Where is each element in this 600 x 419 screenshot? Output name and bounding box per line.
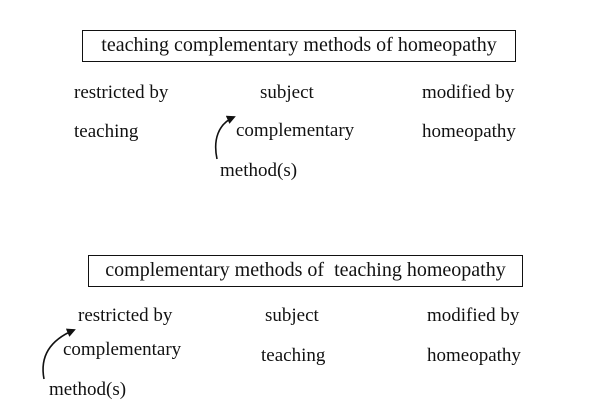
diagram-2-header-subject: subject <box>265 305 319 326</box>
diagram-2-header-restricted-by: restricted by <box>78 305 173 326</box>
diagram-2-value-teaching: teaching <box>261 345 326 366</box>
diagram-1-value-teaching: teaching <box>74 121 139 142</box>
diagram-2-root-methods: method(s) <box>49 379 127 400</box>
diagram-2-header-modified-by: modified by <box>427 305 520 326</box>
diagram-1-header-restricted-by: restricted by <box>74 82 169 103</box>
diagram-1-header-subject: subject <box>260 82 314 103</box>
diagram-1-header-modified-by: modified by <box>422 82 515 103</box>
diagram-1-title: teaching complementary methods of homeopathy <box>101 34 497 56</box>
diagram-2-title: complementary methods of teaching homeopathy <box>105 259 506 281</box>
diagram-1-value-complementary: complementary <box>236 120 355 141</box>
diagram-2-value-homeopathy: homeopathy <box>427 345 521 366</box>
diagram-1-value-homeopathy: homeopathy <box>422 121 516 142</box>
diagram-1-root-methods: method(s) <box>220 160 298 181</box>
diagram-1-arrow-icon <box>216 117 234 159</box>
diagram-1-title-box <box>82 30 516 62</box>
diagram-2-title-box <box>88 255 523 287</box>
diagram-2-value-complementary: complementary <box>63 339 182 360</box>
